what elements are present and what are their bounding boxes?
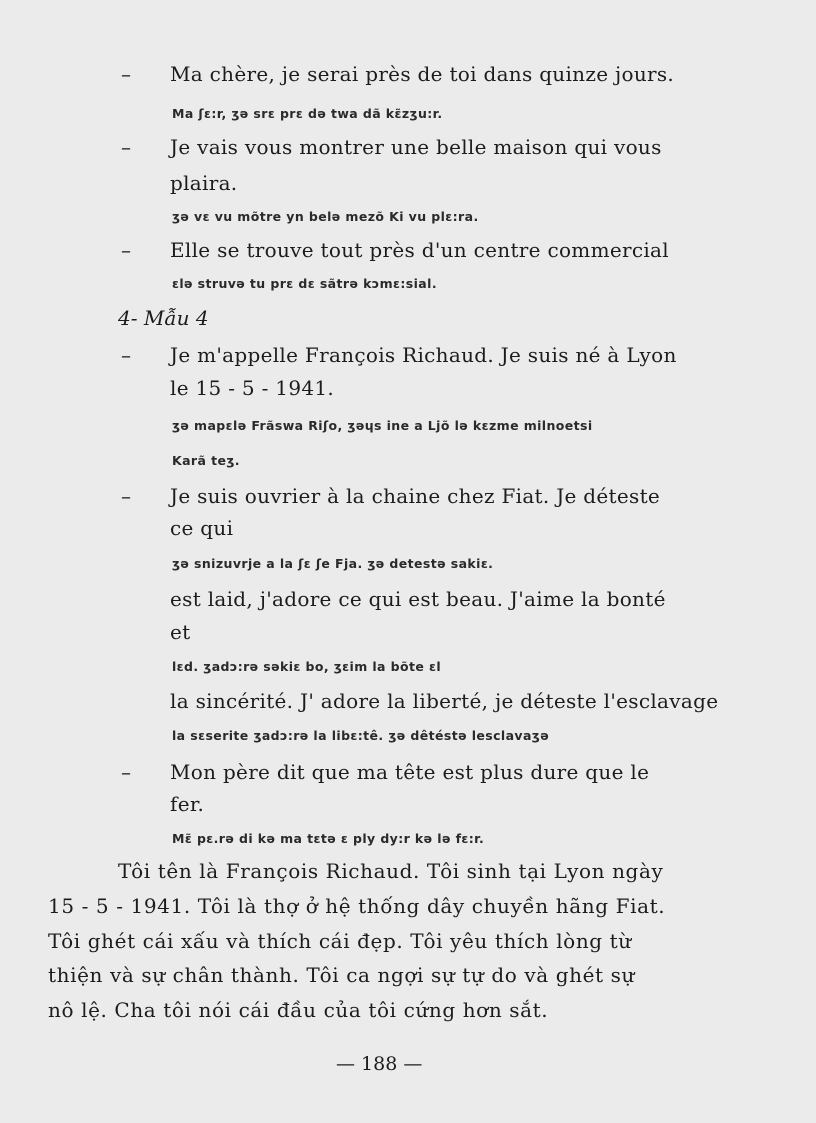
french-sentence-continued: et <box>170 620 191 644</box>
phonetic-transcription: ʒə mapɛlə Frãswa Riʃo, ʒəɥs ine a Ljõ lə kɛzme milnoetsi <box>172 418 593 433</box>
dialogue-dash: – <box>121 484 131 508</box>
phonetic-transcription: la sɛserite ʒadɔ:rə la libɛ:tê. ʒə dêtéstə lesclavaʒə <box>172 728 550 743</box>
dialogue-dash: – <box>121 760 131 784</box>
french-sentence: Je suis ouvrier à la chaine chez Fiat. Je déteste <box>170 484 661 508</box>
vietnamese-translation: 15 - 5 - 1941. Tôi là thợ ở hệ thống dây chuyền hãng Fiat. <box>48 894 666 918</box>
french-sentence: Mon père dit que ma tête est plus dure que le <box>170 760 650 784</box>
french-sentence: Elle se trouve tout près d'un centre commercial <box>170 238 669 262</box>
french-sentence: la sincérité. J' adore la liberté, je déteste l'esclavage <box>170 689 719 713</box>
french-sentence-continued: le 15 - 5 - 1941. <box>170 376 335 400</box>
phonetic-transcription: ʒə vɛ vu mõtre yn belə mezõ Ki vu plɛ:ra. <box>172 209 479 224</box>
vietnamese-translation: nô lệ. Cha tôi nói cái đầu của tôi cứng hơn sắt. <box>48 998 549 1022</box>
phonetic-transcription-continued: Karã teʒ. <box>172 453 240 468</box>
dialogue-dash: – <box>121 62 131 86</box>
french-sentence: Ma chère, je serai près de toi dans quinze jours. <box>170 62 675 86</box>
page-number: — 188 — <box>336 1053 423 1075</box>
vietnamese-translation: Tôi ghét cái xấu và thích cái đẹp. Tôi yêu thích lòng từ <box>48 929 632 953</box>
dialogue-dash: – <box>121 135 131 159</box>
french-sentence-continued: plaira. <box>170 171 238 195</box>
phonetic-transcription: Ma ʃɛ:r, ʒə srɛ prɛ də twa dã kɛ̃zʒu:r. <box>172 106 443 121</box>
dialogue-dash: – <box>121 238 131 262</box>
dialogue-dash: – <box>121 343 131 367</box>
french-sentence: Je vais vous montrer une belle maison qui vous <box>170 135 662 159</box>
french-sentence-continued: ce qui <box>170 516 234 540</box>
section-heading: 4- Mẫu 4 <box>118 306 209 330</box>
vietnamese-translation: thiện và sự chân thành. Tôi ca ngợi sự tự do và ghét sự <box>48 963 635 987</box>
phonetic-transcription: lɛd. ʒadɔ:rə səkiɛ bo, ʒɛim la bõte ɛl <box>172 659 442 674</box>
phonetic-transcription: ɛlə struvə tu prɛ dɛ sãtrə kɔmɛ:sial. <box>172 276 437 291</box>
phonetic-transcription: ʒə snizuvrje a la ʃɛ ʃe Fja. ʒə detestə sakiɛ. <box>172 556 494 571</box>
french-sentence: Je m'appelle François Richaud. Je suis né à Lyon <box>170 343 677 367</box>
phonetic-transcription: Mɛ̃ pɛ.rə di kə ma tɛtə ɛ ply dy:r kə lə fɛ:r. <box>172 831 485 846</box>
french-sentence-continued: fer. <box>170 792 205 816</box>
vietnamese-translation: Tôi tên là François Richaud. Tôi sinh tại Lyon ngày <box>118 859 664 883</box>
french-sentence: est laid, j'adore ce qui est beau. J'aime la bonté <box>170 587 666 611</box>
